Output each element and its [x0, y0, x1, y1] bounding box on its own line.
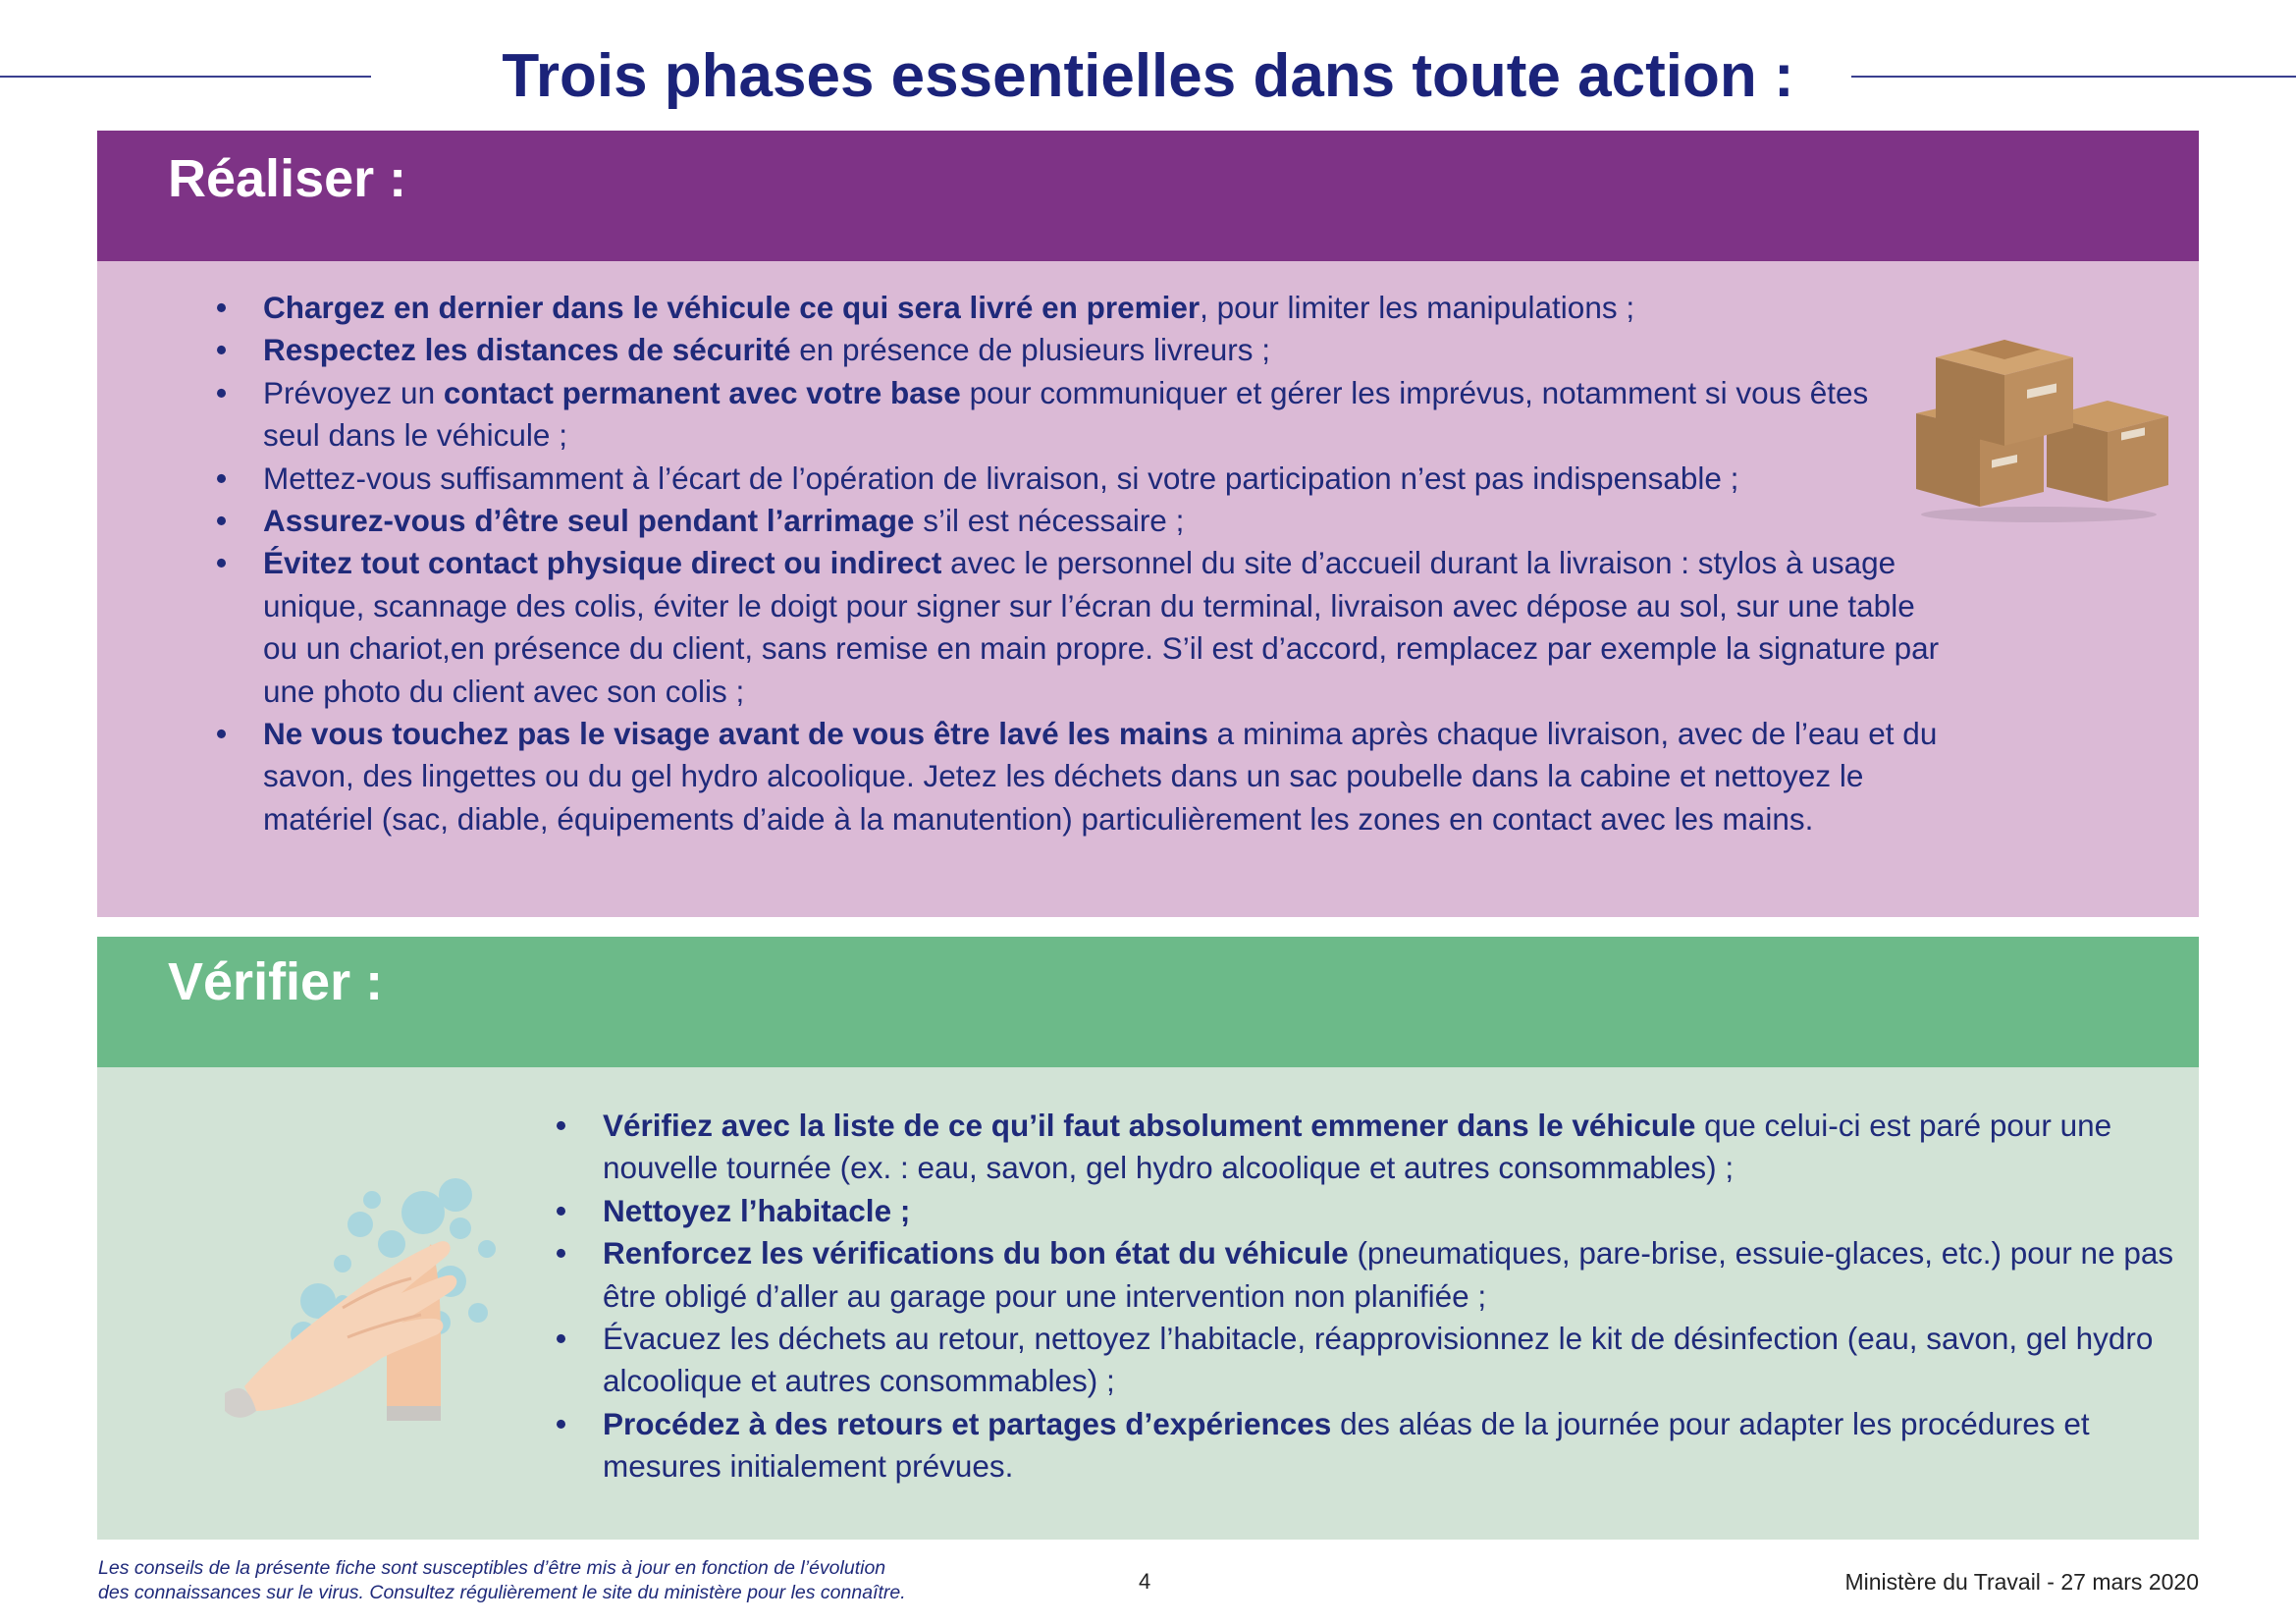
- realiser-list: [216, 287, 1983, 840]
- page-title: Trois phases essentielles dans toute action :: [502, 42, 1794, 110]
- list-item: • Respectez les distances de sécurité en présence de plusieurs livreurs ;: [216, 329, 1983, 371]
- list-item: • Mettez-vous suffisamment à l’écart de l’opération de livraison, si votre participation n’est pas indispensable ;: [216, 458, 1983, 500]
- list-item: • Prévoyez un contact permanent avec votre base pour communiquer et gérer les imprévus, notamment si vous êtes seul dans le véhicule ;: [216, 372, 1922, 458]
- footer-ministry-date: Ministère du Travail - 27 mars 2020: [1844, 1569, 2199, 1595]
- list-item: • Procédez à des retours et partages d’expériences des aléas de la journée pour adapter les procédures et mesures initialement prévues.: [556, 1403, 2185, 1489]
- verifier-list: [556, 1105, 2185, 1489]
- cardboard-boxes-icon: [1911, 330, 2176, 526]
- realiser-header: [97, 131, 2199, 261]
- verifier-heading: Vérifier :: [168, 952, 384, 1011]
- realiser-body: [97, 261, 2199, 917]
- verifier-header: [97, 937, 2199, 1067]
- footer-disclaimer: [98, 1556, 906, 1605]
- footer-disclaimer-line1: Les conseils de la présente fiche sont susceptibles d’être mis à jour en fonction de l’évolution: [98, 1557, 886, 1579]
- list-item: • Évitez tout contact physique direct ou indirect avec le personnel du site d’accueil durant la livraison : stylos à usage unique, scannage des colis, éviter le doigt pour signer sur l’écran du terminal, livraison avec dépose au sol, sur une table ou un chariot,en présence du client, sans remise en main propre. S’il est d’accord, remplacez par exemple la signature par une photo du client avec son colis ;: [216, 542, 1942, 713]
- verifier-body: [97, 1067, 2199, 1540]
- footer-disclaimer-line2: des connaissances sur le virus. Consultez régulièrement le site du ministère pour les connaître.: [98, 1582, 906, 1603]
- washing-hands-icon: [195, 1126, 568, 1440]
- list-item: • Évacuez les déchets au retour, nettoyez l’habitacle, réapprovisionnez le kit de désinfection (eau, savon, gel hydro alcoolique et autres consommables) ;: [556, 1318, 2185, 1403]
- list-item: • Ne vous touchez pas le visage avant de vous être lavé les mains a minima après chaque livraison, avec de l’eau et du savon, des lingettes ou du gel hydro alcoolique. Jetez les déchets dans un sac poubelle dans la cabine et nettoyez le matériel (sac, diable, équipements d’aide à la manutention) particulièrement les zones en contact avec les mains.: [216, 713, 1956, 840]
- list-item: • Renforcez les vérifications du bon état du véhicule (pneumatiques, pare-brise, essuie-glaces, etc.) pour ne pas être obligé d’aller au garage pour une intervention non planifiée ;: [556, 1232, 2183, 1318]
- realiser-heading: Réaliser :: [168, 149, 407, 208]
- list-item: • Chargez en dernier dans le véhicule ce qui sera livré en premier, pour limiter les manipulations ;: [216, 287, 1983, 329]
- list-item: • Assurez-vous d’être seul pendant l’arrimage s’il est nécessaire ;: [216, 500, 1983, 542]
- page-number: 4: [1139, 1569, 1151, 1594]
- list-item: • Vérifiez avec la liste de ce qu’il faut absolument emmener dans le véhicule que celui-ci est paré pour une nouvelle tournée (ex. : eau, savon, gel hydro alcoolique et autres consommables) ;: [556, 1105, 2185, 1190]
- list-item: • Nettoyez l’habitacle ;: [556, 1190, 2185, 1232]
